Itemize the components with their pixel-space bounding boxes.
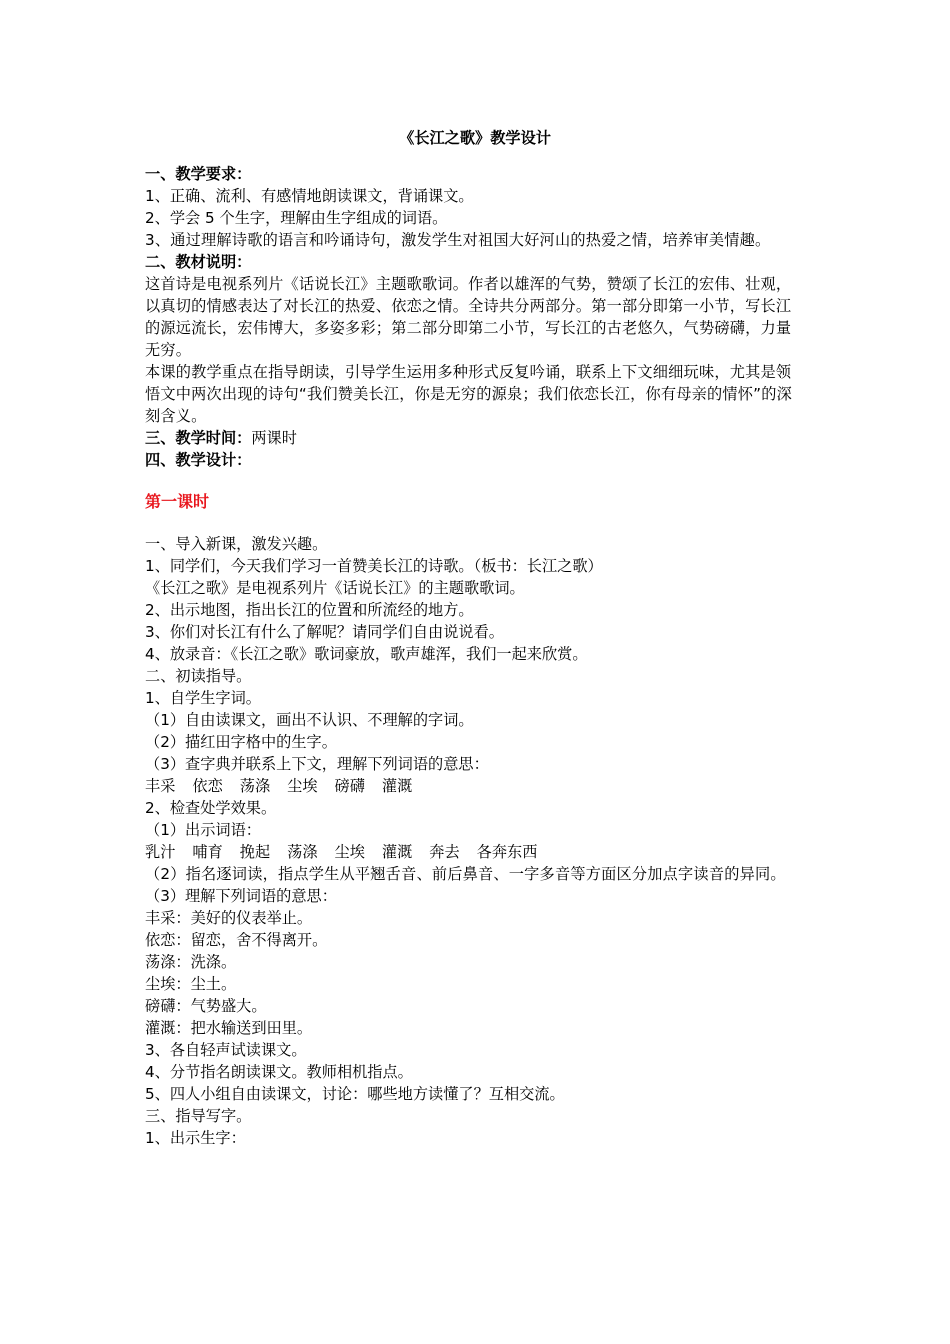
- vocab-word: 荡涤: [239, 777, 271, 795]
- requirement-item: 3、通过理解诗歌的语言和吟诵诗句，激发学生对祖国大好河山的热爱之情，培养审美情趣。: [145, 231, 771, 249]
- step-line: 1、同学们，今天我们学习一首赞美长江的诗歌。（板书：长江之歌）: [145, 557, 603, 575]
- vocab-word: 荡涤: [287, 843, 318, 861]
- definition-line: 磅礴：气势盛大。: [145, 997, 267, 1015]
- requirement-item: 2、学会 5 个生字，理解由生字组成的词语。: [145, 209, 448, 227]
- vocab-word: 各奔东西: [476, 843, 538, 861]
- section-heading-material: 二、教材说明：: [145, 253, 252, 271]
- vocab-list: [145, 841, 805, 863]
- step-line: 4、分节指名朗读课文。教师相机指点。: [145, 1063, 413, 1081]
- definition-line: 丰采：美好的仪表举止。: [145, 909, 313, 927]
- step-line: 3、你们对长江有什么了解呢？请同学们自由说说看。: [145, 623, 504, 641]
- step-line: 《长江之歌》是电视系列片《话说长江》的主题歌歌词。: [145, 579, 525, 597]
- vocab-word: 奔去: [429, 843, 460, 861]
- material-paragraph: 本课的教学重点在指导朗读，引导学生运用多种形式反复吟诵，联系上下文细细玩味，尤其是领悟文中两次出现的诗句“我们赞美长江，你是无穷的源泉；我们依恋长江，你有母亲的情怀”的深刻含义。: [145, 363, 793, 425]
- step-line: 2、检查处学效果。: [145, 799, 277, 817]
- section-heading-design: 四、教学设计：: [145, 451, 252, 469]
- vocab-word: 乳汁: [145, 843, 176, 861]
- vocab-word: 尘埃: [287, 777, 318, 795]
- step-line: （2）指名逐词读，指点学生从平翘舌音、前后鼻音、一字多音等方面区分加点字读音的异同。: [145, 865, 786, 883]
- vocab-word: 磅礴: [334, 777, 365, 795]
- vocab-word: 哺育: [192, 843, 223, 861]
- vocab-word: 灌溉: [381, 843, 413, 861]
- step-line: 一、导入新课，激发兴趣。: [145, 535, 328, 553]
- vocab-list: [145, 775, 805, 797]
- definition-line: 荡涤：洗涤。: [145, 953, 237, 971]
- section-time-value: 两课时: [251, 429, 297, 447]
- vocab-word: 挽起: [239, 843, 271, 861]
- step-line: 4、放录音：《长江之歌》歌词豪放，歌声雄浑，我们一起来欣赏。: [145, 645, 588, 663]
- document-body: [145, 127, 805, 1149]
- definition-line: 依恋：留恋，舍不得离开。: [145, 931, 328, 949]
- step-line: 1、自学生字词。: [145, 689, 261, 707]
- document-title: 《长江之歌》教学设计: [399, 129, 551, 147]
- step-line: 2、出示地图，指出长江的位置和所流经的地方。: [145, 601, 474, 619]
- step-line: （1）出示词语：: [145, 821, 261, 839]
- definition-line: 灌溉：把水输送到田里。: [145, 1019, 313, 1037]
- step-line: （3）理解下列词语的意思：: [145, 887, 337, 905]
- vocab-word: 尘埃: [334, 843, 365, 861]
- step-line: 5、四人小组自由读课文，讨论：哪些地方读懂了？互相交流。: [145, 1085, 565, 1103]
- section-time: [145, 427, 805, 449]
- step-line: （3）查字典并联系上下文，理解下列词语的意思：: [145, 755, 489, 773]
- step-line: （2）描红田字格中的生字。: [145, 733, 337, 751]
- section-heading-requirements: 一、教学要求：: [145, 165, 252, 183]
- step-line: 1、出示生字：: [145, 1129, 246, 1147]
- step-line: 二、初读指导。: [145, 667, 252, 685]
- step-line: 3、各自轻声试读课文。: [145, 1041, 307, 1059]
- section-heading-time: 三、教学时间：: [145, 429, 252, 447]
- step-line: 三、指导写字。: [145, 1107, 252, 1125]
- definition-line: 尘埃：尘土。: [145, 975, 237, 993]
- vocab-word: 依恋: [192, 777, 223, 795]
- lesson-heading: 第一课时: [145, 492, 210, 511]
- vocab-word: 丰采: [145, 777, 176, 795]
- requirement-item: 1、正确、流利、有感情地朗读课文，背诵课文。: [145, 187, 474, 205]
- step-line: （1）自由读课文，画出不认识、不理解的字词。: [145, 711, 474, 729]
- material-paragraph: 这首诗是电视系列片《话说长江》主题歌歌词。作者以雄浑的气势，赞颂了长江的宏伟、壮观，以真切的情感表达了对长江的热爱、依恋之情。全诗共分两部分。第一部分即第一小节，写长江的源远流长，宏伟博大，多姿多彩；第二部分即第二小节，写长江的古老悠久，气势磅礴，力量无穷。: [145, 275, 792, 359]
- vocab-word: 灌溉: [381, 777, 413, 795]
